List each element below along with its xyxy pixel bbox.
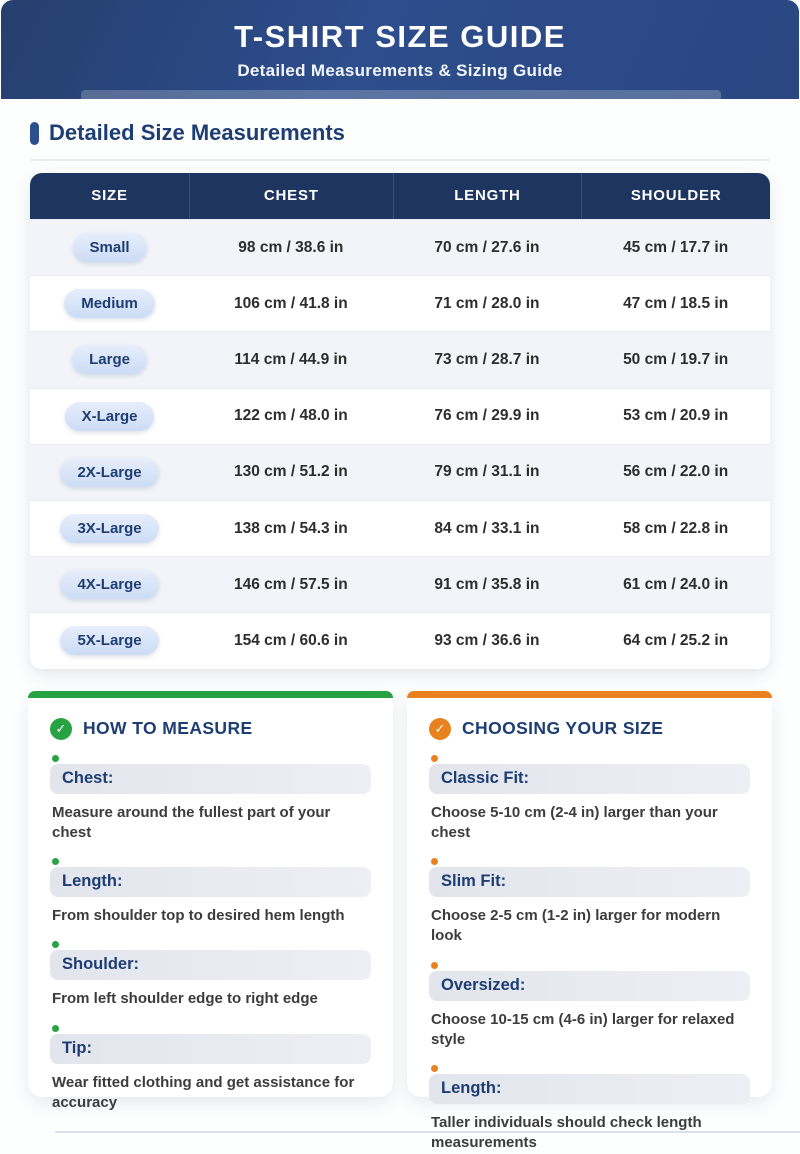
size-badge: Large [72, 345, 147, 374]
item-label: Classic Fit: [429, 764, 750, 794]
choosing-item [429, 962, 750, 1051]
choosing-your-size-card [407, 691, 772, 1152]
choosing-items [429, 755, 750, 1154]
size-badge: 2X-Large [60, 458, 158, 487]
shoulder-cell: 45 cm / 17.7 in [623, 238, 729, 256]
chest-cell: 122 cm / 48.0 in [233, 407, 348, 425]
bullet-dot [431, 962, 438, 969]
bullet-dot [52, 1025, 59, 1032]
banner-shine-strip [81, 90, 721, 99]
table-body [30, 219, 770, 669]
header-banner [1, 0, 799, 99]
table-row [30, 444, 770, 500]
table-row [30, 612, 770, 668]
size-badge: 4X-Large [60, 570, 158, 599]
section-title: Detailed Size Measurements [49, 120, 345, 145]
shoulder-cell: 64 cm / 25.2 in [623, 631, 729, 649]
card-title-row [429, 718, 750, 740]
info-cards-row [28, 691, 772, 1152]
card-title-row [50, 718, 371, 740]
size-badge: 3X-Large [60, 514, 158, 543]
item-description: From left shoulder edge to right edge [52, 990, 318, 1008]
page-title: T-SHIRT SIZE GUIDE [234, 18, 566, 54]
item-label: Chest: [50, 764, 371, 794]
section-divider [30, 159, 770, 161]
card-title: CHOOSING YOUR SIZE [462, 718, 664, 738]
length-cell: 76 cm / 29.9 in [434, 407, 540, 425]
item-label: Oversized: [429, 971, 750, 1001]
item-description: Wear fitted clothing and get assistance for accuracy [52, 1073, 355, 1111]
item-description: Choose 10-15 cm (4-6 in) larger for relaxed style [431, 1010, 735, 1048]
item-description: Taller individuals should check length measurements [431, 1114, 702, 1152]
orange-accent-bar [407, 691, 772, 698]
measure-item [50, 858, 371, 926]
table-header-row [30, 173, 770, 219]
length-cell: 73 cm / 28.7 in [434, 350, 540, 368]
check-circle-icon: ✓ [429, 718, 451, 740]
length-cell: 70 cm / 27.6 in [434, 238, 540, 256]
chest-cell: 130 cm / 51.2 in [233, 463, 348, 481]
measure-item [50, 755, 371, 844]
table-row [30, 556, 770, 612]
size-badge: 5X-Large [60, 626, 158, 655]
bullet-dot [52, 858, 59, 865]
check-circle-icon: ✓ [50, 718, 72, 740]
chest-cell: 106 cm / 41.8 in [233, 294, 348, 312]
bullet-dot [52, 941, 59, 948]
length-cell: 71 cm / 28.0 in [434, 294, 540, 312]
item-description: From shoulder top to desired hem length [52, 907, 345, 924]
item-label: Length: [429, 1074, 750, 1104]
shoulder-cell: 56 cm / 22.0 in [623, 463, 729, 481]
table-row [30, 388, 770, 444]
shoulder-cell: 53 cm / 20.9 in [623, 407, 729, 425]
bullet-dot [431, 1065, 438, 1072]
length-cell: 93 cm / 36.6 in [434, 631, 540, 649]
table-row [30, 219, 770, 275]
choosing-item [429, 755, 750, 844]
measure-items [50, 755, 371, 1114]
section-heading [30, 120, 770, 146]
item-label: Slim Fit: [429, 867, 750, 897]
column-header-length: LENGTH [393, 173, 582, 219]
size-badge: Medium [64, 289, 155, 318]
size-cell [30, 626, 189, 655]
size-cell [30, 458, 189, 487]
shoulder-cell: 61 cm / 24.0 in [623, 575, 729, 593]
bullet-dot [52, 755, 59, 762]
chest-cell: 98 cm / 38.6 in [238, 238, 344, 256]
bullet-dot [431, 755, 438, 762]
shoulder-cell: 50 cm / 19.7 in [623, 350, 729, 368]
column-header-shoulder: SHOULDER [581, 173, 770, 219]
table-row [30, 500, 770, 556]
accent-bar [30, 122, 39, 145]
size-cell [30, 402, 189, 431]
size-cell [30, 570, 189, 599]
size-cell [30, 289, 189, 318]
item-description: Choose 5-10 cm (2-4 in) larger than your chest [431, 803, 718, 841]
column-header-chest: CHEST [189, 173, 393, 219]
length-cell: 84 cm / 33.1 in [434, 519, 540, 537]
size-badge: X-Large [65, 402, 155, 431]
length-cell: 91 cm / 35.8 in [434, 575, 540, 593]
item-label: Shoulder: [50, 950, 371, 980]
measure-item [50, 1025, 371, 1114]
shoulder-cell: 47 cm / 18.5 in [623, 294, 729, 312]
length-cell: 79 cm / 31.1 in [434, 463, 540, 481]
chest-cell: 146 cm / 57.5 in [233, 575, 348, 593]
item-description: Choose 2-5 cm (1-2 in) larger for modern look [431, 907, 721, 945]
item-description: Measure around the fullest part of your chest [52, 803, 331, 841]
table-row [30, 275, 770, 331]
how-to-measure-card [28, 691, 393, 1111]
footer-strip [55, 1131, 800, 1133]
page-subtitle: Detailed Measurements & Sizing Guide [237, 60, 563, 80]
table-row [30, 331, 770, 387]
shoulder-cell: 58 cm / 22.8 in [623, 519, 729, 537]
green-accent-bar [28, 691, 393, 698]
item-label: Length: [50, 867, 371, 897]
card-title: HOW TO MEASURE [83, 718, 253, 738]
measure-item [50, 941, 371, 1009]
chest-cell: 138 cm / 54.3 in [233, 519, 348, 537]
size-cell [30, 345, 189, 374]
size-cell [30, 514, 189, 543]
size-table [30, 173, 770, 669]
size-badge: Small [73, 233, 147, 262]
chest-cell: 154 cm / 60.6 in [233, 631, 348, 649]
item-label: Tip: [50, 1034, 371, 1064]
choosing-item [429, 858, 750, 947]
bullet-dot [431, 858, 438, 865]
choosing-item [429, 1065, 750, 1154]
chest-cell: 114 cm / 44.9 in [234, 350, 348, 368]
main-content [0, 120, 800, 1152]
column-header-size: SIZE [91, 187, 128, 204]
size-cell [30, 233, 189, 262]
